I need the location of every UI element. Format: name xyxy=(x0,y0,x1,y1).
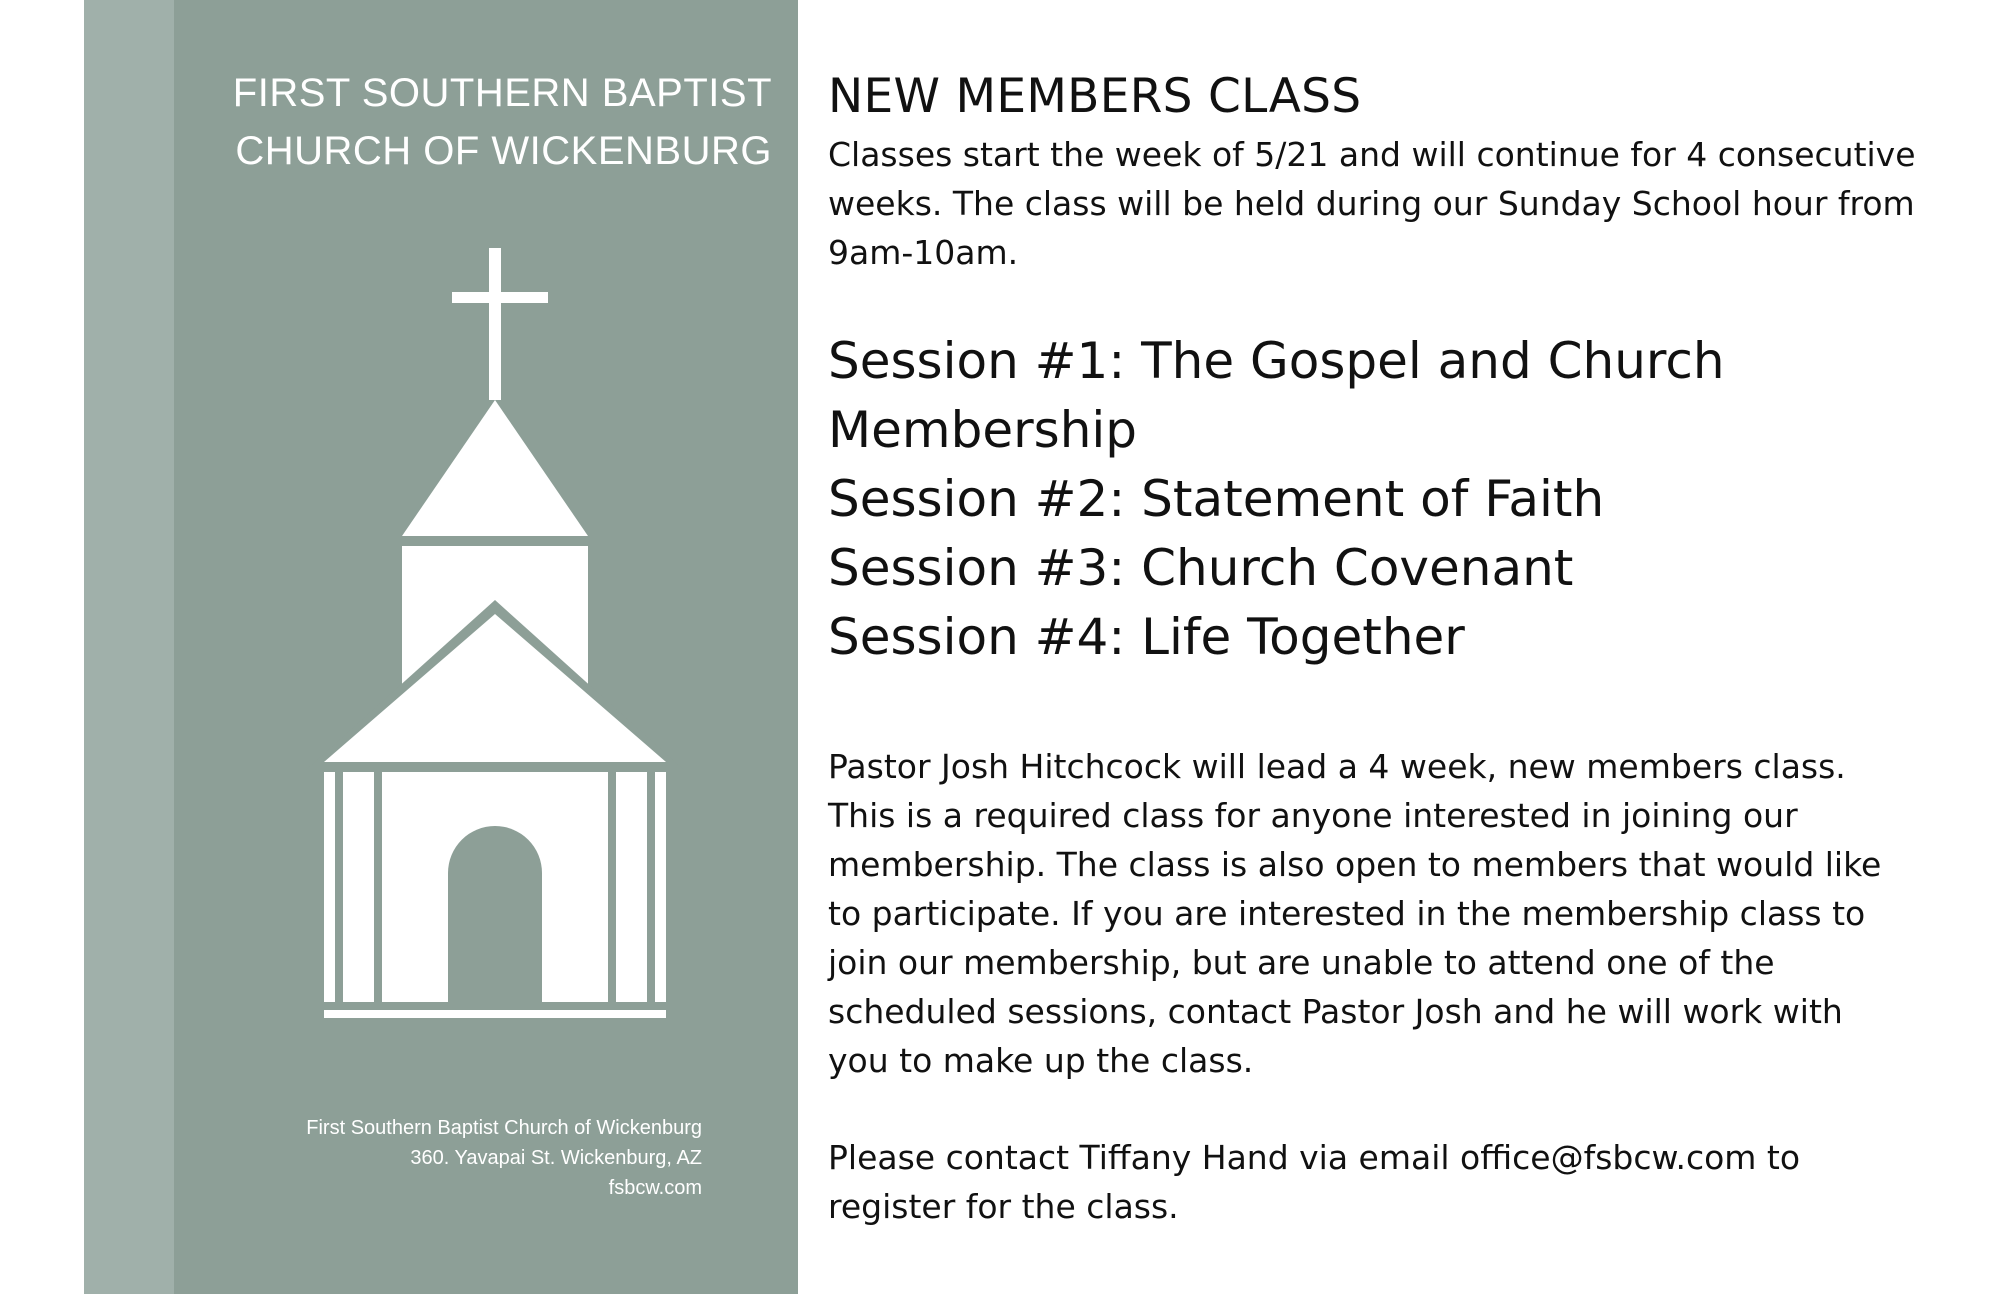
decorative-side-strip xyxy=(84,0,174,1294)
church-name-title xyxy=(212,64,772,180)
class-description: Pastor Josh Hitchcock will lead a 4 week, new members class. This is a required class for anyone interested in joining our membership. The class is also open to members that would like to participate. If you are interested in the membership class to join our membership, but are unable to attend one of the scheduled sessions, contact Pastor Josh and he will work with you to make up the class. xyxy=(828,747,1882,1080)
session-item: Session #1: The Gospel and Church Membership xyxy=(828,332,1725,459)
footer-website: fsbcw.com xyxy=(608,1177,702,1199)
session-item: Session #3: Church Covenant xyxy=(828,539,1574,597)
registration-contact: Please contact Tiffany Hand via email office@fsbcw.com to register for the class. xyxy=(828,1138,1801,1226)
page-title: NEW MEMBERS CLASS xyxy=(828,69,1362,124)
class-details xyxy=(828,66,1988,1231)
church-building-icon xyxy=(306,248,686,1018)
church-name-line-2: CHURCH OF WICKENBURG xyxy=(235,129,772,173)
session-item: Session #4: Life Together xyxy=(828,608,1465,666)
church-info-panel xyxy=(174,0,798,1294)
class-schedule-intro: Classes start the week of 5/21 and will continue for 4 consecutive weeks. The class will be held during our Sunday School hour from 9am-10am. xyxy=(828,135,1916,272)
footer-address: 360. Yavapai St. Wickenburg, AZ xyxy=(410,1147,702,1169)
session-item: Session #2: Statement of Faith xyxy=(828,470,1605,528)
session-list xyxy=(828,327,1988,672)
footer-church-name: First Southern Baptist Church of Wickenburg xyxy=(306,1117,702,1139)
church-name-line-1: FIRST SOUTHERN BAPTIST xyxy=(232,71,772,115)
church-contact-footer xyxy=(202,1113,702,1203)
